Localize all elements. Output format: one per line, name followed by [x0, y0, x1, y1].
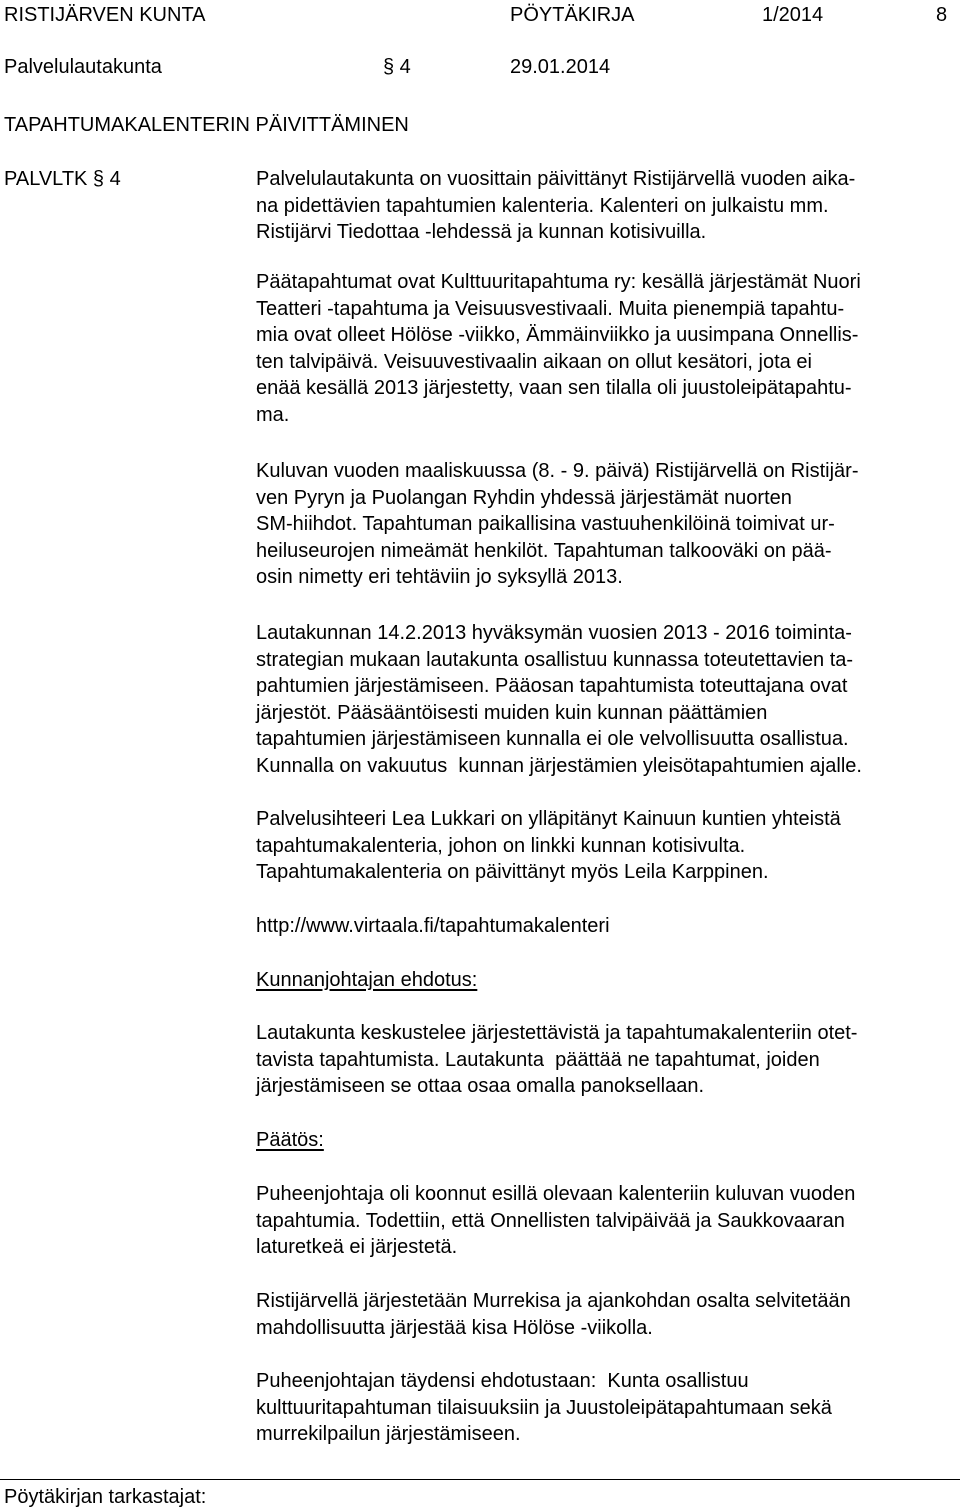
paragraph-background [256, 166, 956, 246]
text-line: Teatteri -tapahtuma ja Veisuusvestivaali. Muita pienempiä tapahtu- [256, 297, 845, 320]
footer-label: Pöytäkirjan tarkastajat: [4, 1486, 207, 1508]
text-line: Palvelusihteeri Lea Lukkari on ylläpitänyt Kainuun kuntien yhteistä [256, 808, 841, 830]
text-line: Päätapahtumat ovat Kulttuuritapahtuma ry: kesällä järjestämät Nuori [256, 271, 861, 293]
paragraph-strategy [256, 620, 956, 780]
text-line: enää kesällä 2013 järjestetty, vaan sen tilalla oli juustoleipätapahtu- [256, 377, 852, 400]
text-line: murrekilpailun järjestämiseen. [256, 1423, 521, 1446]
text-line: mia ovat olleet Hölöse -viikko, Ämmäinviikko ja uusimpana Onnellis- [256, 324, 859, 347]
item-title: TAPAHTUMAKALENTERIN PÄIVITTÄMINEN [4, 114, 409, 136]
text-line: Tapahtumakalenteria on päivittänyt myös Leila Karppinen. [256, 861, 769, 884]
text-line[interactable]: http://www.virtaala.fi/tapahtumakalenteri [256, 915, 610, 937]
org-name: RISTIJÄRVEN KUNTA [4, 4, 206, 26]
text-line: Kunnalla on vakuutus kunnan järjestämien yleisötapahtumien ajalle. [256, 754, 862, 777]
paragraph-main-events [256, 269, 956, 429]
text-line: na pidettävien tapahtumien kalenteria. Kalenteri on julkaistu mm. [256, 194, 829, 217]
text-line: Lautakunnan 14.2.2013 hyväksymän vuosien 2013 - 2016 toiminta- [256, 622, 852, 644]
heading-text: Kunnanjohtajan ehdotus: [256, 969, 478, 991]
text-line: strategian mukaan lautakunta osallistuu kunnassa toteutettavien ta- [256, 648, 854, 671]
text-line: mahdollisuutta järjestää kisa Hölöse -viikolla. [256, 1316, 653, 1339]
item-reference: PALVLTK § 4 [4, 168, 121, 190]
paragraph-calendar [256, 806, 956, 886]
section-mark: § 4 [383, 56, 411, 78]
text-line: ven Pyryn ja Puolangan Ryhdin yhdessä järjestämät nuorten [256, 486, 792, 509]
text-line: Palvelulautakunta on vuosittain päivittänyt Ristijärvellä vuoden aika- [256, 168, 856, 190]
text-line: järjestämiseen se ottaa osaa omalla panoksellaan. [256, 1075, 705, 1098]
paragraph-sm-hiihdot [256, 458, 956, 591]
text-line: tapahtumakalenteria, johon on linkki kunnan kotisivulta. [256, 834, 746, 857]
text-line: Lautakunta keskustelee järjestettävistä ja tapahtumakalenteriin otet- [256, 1022, 858, 1044]
footer-divider [0, 1479, 960, 1480]
heading-text: Päätös: [256, 1129, 324, 1151]
calendar-url-link[interactable] [256, 913, 956, 940]
text-line: järjestöt. Pääsääntöisesti muiden kuin kunnan päättämien [256, 701, 768, 724]
text-line: tapahtumien järjestämiseen kunnalla ei ole velvollisuutta osallistua. [256, 728, 849, 751]
text-line: ten talvipäivä. Veisuuvestivaalin aikaan on ollut kesätori, jota ei [256, 350, 812, 373]
text-line: heiluseurojen nimeämät henkilöt. Tapahtuman talkooväki on pää- [256, 539, 832, 562]
proposal-heading [256, 967, 956, 994]
text-line: Puheenjohtaja oli koonnut esillä olevaan kalenteriin kuluvan vuoden [256, 1183, 856, 1205]
issue-number: 1/2014 [762, 4, 824, 26]
meeting-date: 29.01.2014 [510, 56, 611, 78]
text-line: Kuluvan vuoden maaliskuussa (8. - 9. päivä) Ristijärvellä on Ristijär- [256, 460, 859, 482]
page-number: 8 [936, 4, 948, 26]
text-line: osin nimetty eri tehtäviin jo syksyllä 2013. [256, 566, 623, 589]
decision-paragraph [256, 1181, 956, 1261]
board-name: Palvelulautakunta [4, 56, 162, 78]
text-line: kulttuuritapahtuman tilaisuuksiin ja Juustoleipätapahtumaan sekä [256, 1396, 832, 1419]
text-line: Ristijärvi Tiedottaa -lehdessä ja kunnan kotisivuilla. [256, 221, 707, 244]
decision-heading [256, 1127, 956, 1154]
decision-paragraph [256, 1288, 956, 1341]
text-line: ma. [256, 403, 290, 426]
text-line: Ristijärvellä järjestetään Murrekisa ja ajankohdan osalta selvitetään [256, 1290, 851, 1312]
text-line: tavista tapahtumista. Lautakunta päättää ne tapahtumat, joiden [256, 1048, 820, 1071]
text-line: tapahtumia. Todettiin, että Onnellisten talvipäivää ja Saukkovaaran [256, 1209, 845, 1232]
text-line: Puheenjohtajan täydensi ehdotustaan: Kunta osallistuu [256, 1370, 749, 1392]
text-line: SM-hiihdot. Tapahtuman paikallisina vastuuhenkilöinä toimivat ur- [256, 513, 835, 536]
proposal-text [256, 1020, 956, 1100]
decision-paragraph [256, 1368, 956, 1448]
text-line: pahtumien järjestämiseen. Pääosan tapahtumista toteuttajana ovat [256, 675, 848, 698]
doc-type: PÖYTÄKIRJA [510, 4, 635, 26]
text-line: laturetkeä ei järjestetä. [256, 1236, 458, 1259]
